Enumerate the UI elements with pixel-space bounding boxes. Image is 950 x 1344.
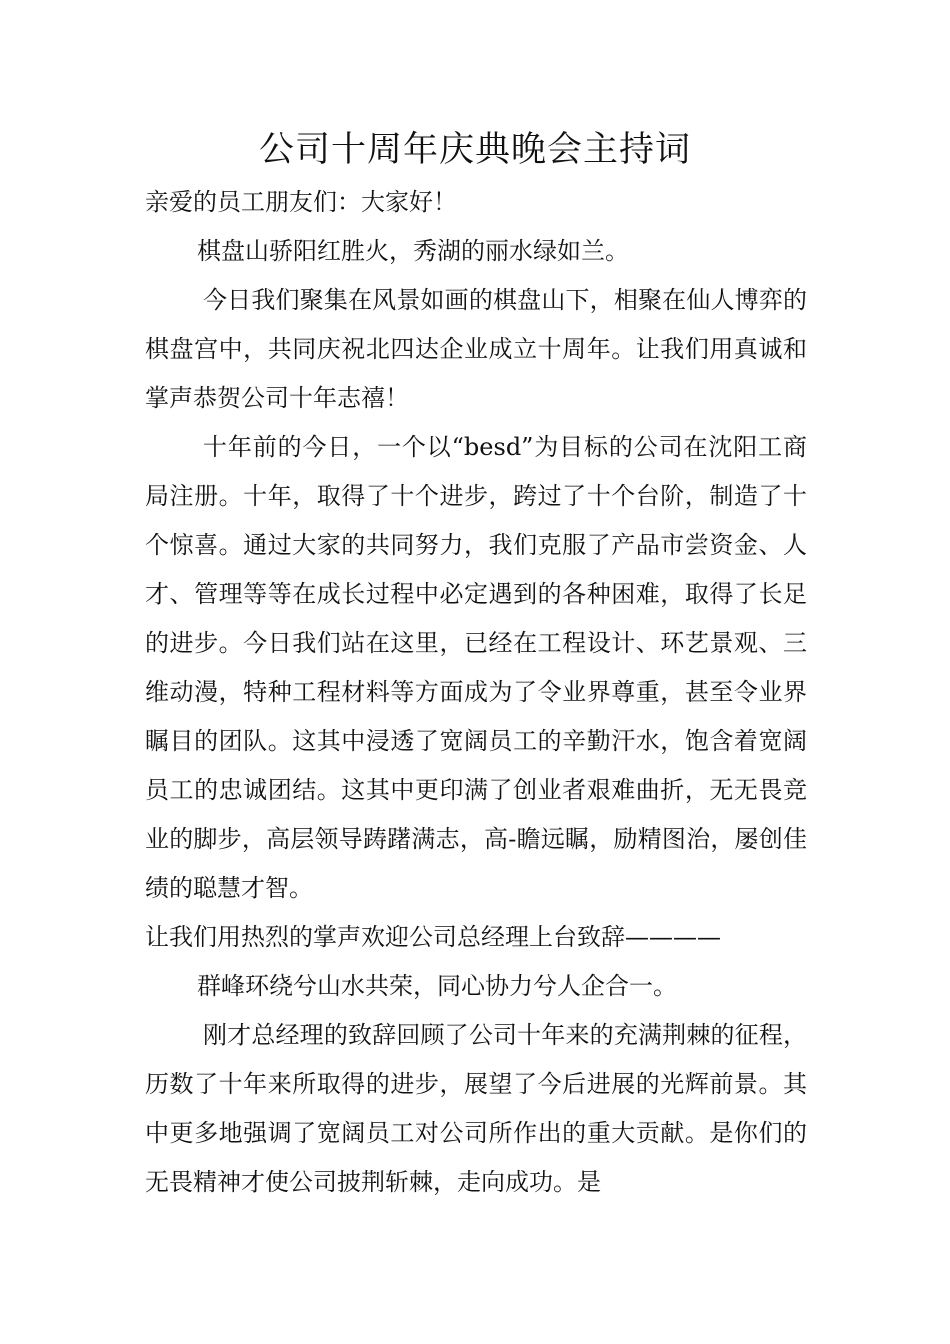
paragraph-6: 刚才总经理的致辞回顾了公司十年来的充满荆棘的征程，历数了十年来所取得的进步，展望了今后进展的光辉前景。其中更多地强调了宽阔员工对公司所作出的重大贡献。是你们的无畏精神才使公司披荆斩棘，走向成功。是 bbox=[145, 1021, 807, 1196]
document-body bbox=[145, 178, 807, 1207]
greeting-line: 亲爱的员工朋友们：大家好！ bbox=[145, 188, 457, 216]
paragraph-3: 十年前的今日，一个以“besd”为目标的公司在沈阳工商局注册。十年，取得了十个进步，跨过了十个台阶，制造了十个惊喜。通过大家的共同努力，我们克服了产品市尝资金、人才、管理等等在成长过程中必定遇到的各种困难，取得了长足的进步。今日我们站在这里，已经在工程设计、环艺景观、三维动漫，特种工程材料等方面成为了令业界尊重，甚至令业界瞩目的团队。这其中浸透了宽阔员工的辛勤汗水，饱含着宽阔员工的忠诚团结。这其中更印满了创业者艰难曲折，无无畏竞业的脚步，高层领导踌躇满志，高-瞻远瞩，励精图治，屡创佳绩的聪慧才智。 bbox=[145, 433, 807, 902]
document-title: 公司十周年庆典晚会主持词 bbox=[258, 130, 691, 170]
paragraph-2: 今日我们聚集在风景如画的棋盘山下，相聚在仙人博弈的棋盘宫中，共同庆祝北四达企业成立十周年。让我们用真诚和掌声恭贺公司十年志禧！ bbox=[145, 286, 807, 412]
paragraph-4: 让我们用热烈的掌声欢迎公司总经理上台致辞———— bbox=[145, 923, 721, 951]
paragraph-1: 棋盘山骄阳红胜火，秀湖的丽水绿如兰。 bbox=[197, 237, 629, 265]
paragraph-5: 群峰环绕兮山水共荣，同心协力兮人企合一。 bbox=[197, 972, 677, 1000]
